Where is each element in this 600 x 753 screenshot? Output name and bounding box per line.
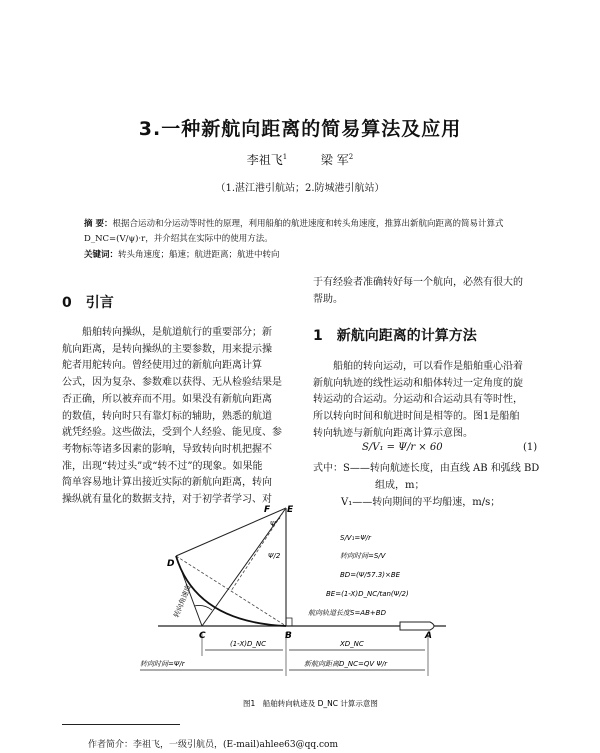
paper-title: 3.一种新航向距离的简易算法及应用: [138, 118, 462, 140]
dim-right-label: XD_NC: [340, 640, 364, 648]
s1-line: 转向轨迹与新航向距离计算示意图。: [313, 427, 473, 439]
turn-time-label: 转向时间=Ψ/r: [140, 660, 185, 668]
s0-line: 船舶转向操纵，是航道航行的重要部分；新: [82, 327, 272, 338]
abstract-label: 摘 要：: [84, 219, 113, 229]
s0-line: 准，出现“转过头”或“转不过”的现象。如果能: [62, 460, 263, 472]
label-b: B: [285, 631, 292, 641]
author-2: 梁 军: [320, 153, 349, 167]
s0-line: 的数值，转向时只有靠灯标的辅助，熟悉的航道: [62, 410, 272, 422]
def-line: 组成，m；: [375, 480, 425, 491]
label-a: A: [425, 631, 432, 641]
label-f: F: [264, 505, 271, 515]
s0-line: 考物标等诸多因素的影响，导致转向时机把握不: [62, 443, 272, 455]
s1-line: 转运动的合运动。分运动和合运动具有等时性，: [313, 394, 523, 406]
s1-line: 新航向轨迹的线性运动和船体转过一定角度的旋: [313, 377, 523, 389]
figure-caption: 图1 船舶转向轨迹及 D_NC 计算示意图: [243, 699, 378, 708]
angle-c: [194, 605, 212, 610]
author-2-sup: 2: [348, 153, 354, 161]
section-0-heading: 0 引言: [62, 295, 114, 311]
def-line: V₁——转向期间的平均船速，m/s；: [341, 497, 501, 508]
s0-line: 舵者用舵转向。曾经使用过的新航向距离计算: [62, 360, 262, 372]
label-arc: 转向角速度: [172, 583, 193, 619]
equation-1-number: (1): [523, 442, 538, 453]
right-angle-mark: [286, 618, 292, 626]
s0-line: 简单容易地计算出接近实际的新航向距离，转向: [62, 477, 272, 489]
author-line: [0, 151, 600, 168]
s0-line: 否正确，所以被弃而不用。如果没有新航向距离: [62, 393, 272, 405]
keywords-label: 关键词：: [84, 250, 119, 260]
new-course-label: 新航向距离D_NC=QV Ψ/r: [304, 660, 388, 668]
right-top-text: [313, 275, 545, 308]
abstract: [84, 217, 524, 247]
footnote: 作者简介：李祖飞，一级引航员，(E-mail)ahlee63@qq.com: [88, 740, 338, 750]
fig-eq-4: BE=(1-X)D_NC/tan(Ψ/2): [326, 590, 409, 598]
label-e: E: [287, 505, 294, 515]
right-line: 帮助。: [313, 293, 343, 305]
abstract-text: 根据合运动和分运动等时性的原理，利用船舶的航进速度和转头角速度，推算出新航向距离的简易计算式 D_NC=(V/ψ)·r，并介绍其在实际中的使用方法。: [84, 219, 504, 244]
label-d: D: [167, 559, 175, 569]
label-c: C: [199, 631, 206, 641]
s0-line: 公式，因为复杂、参数难以获得、无从检验结果是: [62, 377, 282, 389]
keywords-text: 转头角速度；船速；航进距离；航进中转向: [118, 250, 280, 260]
fig-eq-3: BD=(Ψ/57.3)×BE: [340, 571, 401, 579]
s0-line: 就凭经验。这些做法，受到个人经验、能见度、参: [62, 427, 282, 439]
def-line: 式中：S——转向航迹长度，由直线 AB 和弧线 BD: [313, 463, 540, 474]
right-line: 于有经验者准确转好每一个航向，必然有很大的: [313, 277, 523, 288]
label-psi: Ψ: [270, 520, 276, 528]
s1-line: 所以转向时间和航进时间是相等的。图1是船舶: [313, 411, 520, 423]
s0-line: 航向距离，是转向操纵的主要参数，用来提示操: [62, 343, 272, 355]
fig-eq-1: S/V₁=Ψ/r: [340, 534, 372, 542]
fig-eq-5: 航向轨道长度S=AB+BD: [308, 609, 386, 617]
affiliation: （1.湛江港引航站；2.防城港引航站）: [215, 183, 385, 194]
section-1-body: [313, 359, 545, 443]
section-1-heading: 1 新航向距离的计算方法: [313, 328, 477, 344]
dim-left-label: (1-X)D_NC: [230, 640, 267, 648]
s0-line: 操纵就有量化的数据支持，对于初学者学习、对: [62, 494, 272, 506]
s1-line: 船舶的转向运动，可以看作是船舶重心沿着: [333, 361, 523, 372]
equation-1: S/V₁ = Ψ/r × 60: [362, 442, 443, 453]
ship-icon: [400, 622, 434, 630]
figure-1: [0, 500, 600, 722]
label-psi2: Ψ/2: [268, 552, 281, 560]
author-1: 李祖飞: [246, 153, 283, 167]
fig-eq-2: 转向时间=S/V: [340, 552, 386, 560]
author-1-sup: 1: [282, 153, 288, 161]
footnote-rule: [62, 724, 180, 725]
section-0-body: [62, 325, 294, 509]
keywords: [84, 248, 524, 260]
